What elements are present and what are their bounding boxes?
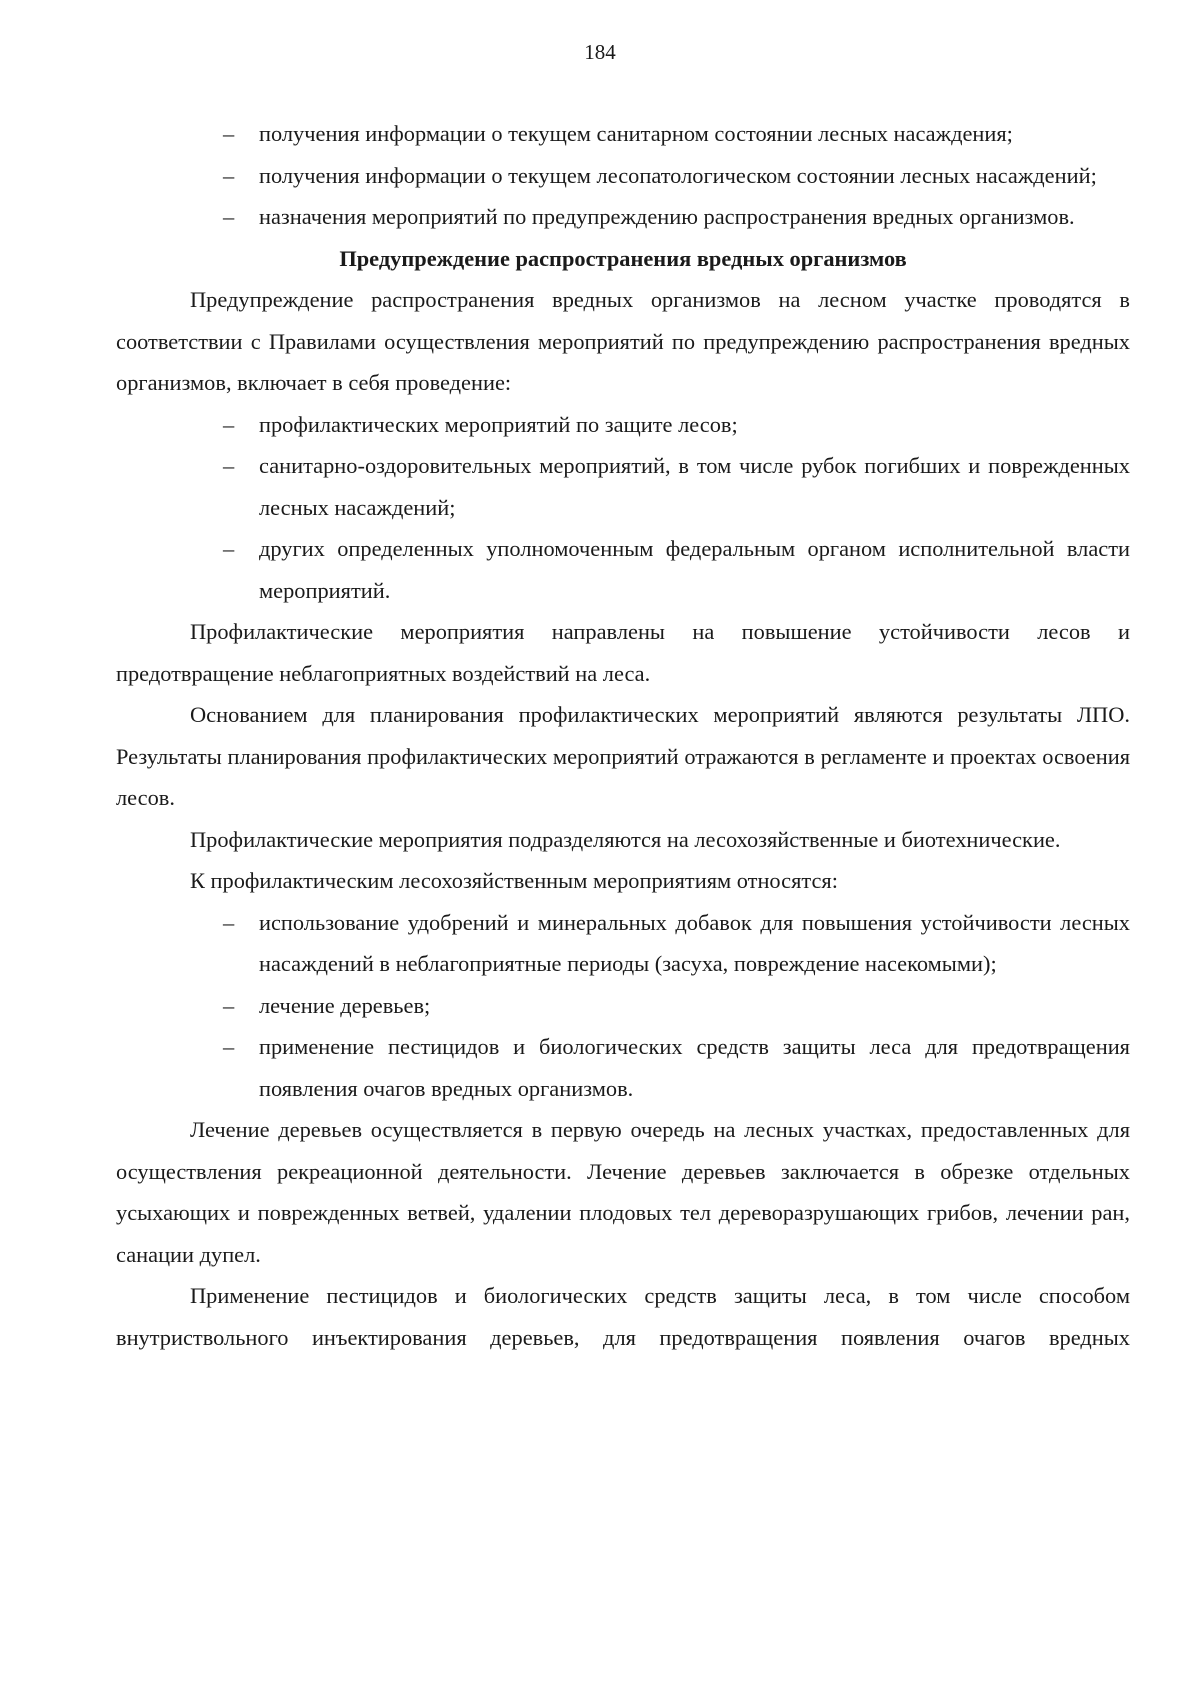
- page-content: [116, 113, 1130, 1358]
- list-item-text: использование удобрений и минеральных добавок для повышения устойчивости лесных насаждений в неблагоприятные периоды (засуха, повреждение насекомыми);: [259, 909, 1130, 976]
- dash-bullet: –: [223, 909, 235, 935]
- dash-bullet: –: [223, 536, 235, 561]
- list-item: [116, 1026, 1130, 1109]
- dash-bullet: –: [223, 162, 235, 188]
- paragraph: Лечение деревьев осуществляется в первую очередь на лесных участках, предоставленных для осуществления рекреационной деятельности. Лечение деревьев заключается в обрезке отдельных усыхающих и поврежденных ветвей, удалении плодовых тел дереворазрушающих грибов, лечении ран, санации дупел.: [116, 1117, 1130, 1267]
- list-item: [116, 985, 1130, 1027]
- list-item: [116, 155, 1130, 197]
- section-intro: Предупреждение распространения вредных организмов на лесном участке проводятся в соответствии с Правилами осуществления мероприятий по предупреждению распространения вредных организмов, включает в себя проведение:: [116, 287, 1130, 395]
- list-item: [116, 445, 1130, 528]
- list-item-text: получения информации о текущем лесопатологическом состоянии лесных насаждений;: [259, 162, 1097, 188]
- dash-bullet: –: [223, 204, 235, 229]
- page-number: 184: [584, 40, 616, 64]
- list-item: [116, 902, 1130, 985]
- list-item: [116, 404, 1130, 446]
- dash-bullet: –: [223, 1034, 235, 1059]
- list-item-text: других определенных уполномоченным федеральным органом исполнительной власти мероприятий.: [259, 536, 1130, 603]
- list-item-text: получения информации о текущем санитарном состоянии лесных насаждения;: [259, 121, 1013, 146]
- dash-bullet: –: [223, 992, 235, 1018]
- dash-bullet: –: [223, 121, 235, 146]
- paragraph: Профилактические мероприятия направлены на повышение устойчивости лесов и предотвращение неблагоприятных воздействий на леса.: [116, 619, 1130, 686]
- paragraph: К профилактическим лесохозяйственным мероприятиям относятся:: [190, 868, 838, 893]
- list-item: [116, 113, 1130, 155]
- list-item-text: применение пестицидов и биологических средств защиты леса для предотвращения появления очагов вредных организмов.: [259, 1034, 1130, 1101]
- dash-bullet: –: [223, 453, 235, 478]
- dash-bullet: –: [223, 411, 235, 437]
- paragraph: Основанием для планирования профилактических мероприятий являются результаты ЛПО. Результаты планирования профилактических мероприятий отражаются в регламенте и проектах освоения лесов.: [116, 702, 1130, 810]
- paragraph: Профилактические мероприятия подразделяются на лесохозяйственные и биотехнические.: [190, 826, 1061, 852]
- list-item-text: санитарно-оздоровительных мероприятий, в том числе рубок погибших и поврежденных лесных насаждений;: [259, 453, 1130, 520]
- list-item: [116, 196, 1130, 238]
- list-item-text: профилактических мероприятий по защите лесов;: [259, 411, 738, 437]
- list-item-text: лечение деревьев;: [259, 992, 431, 1018]
- list-item: [116, 528, 1130, 611]
- list-item-text: назначения мероприятий по предупреждению распространения вредных организмов.: [259, 204, 1075, 229]
- paragraph: Применение пестицидов и биологических средств защиты леса, в том числе способом внутриствольного инъектирования деревьев, для предотвращения появления очагов вредных: [116, 1283, 1130, 1350]
- section-heading: Предупреждение распространения вредных организмов: [339, 245, 907, 271]
